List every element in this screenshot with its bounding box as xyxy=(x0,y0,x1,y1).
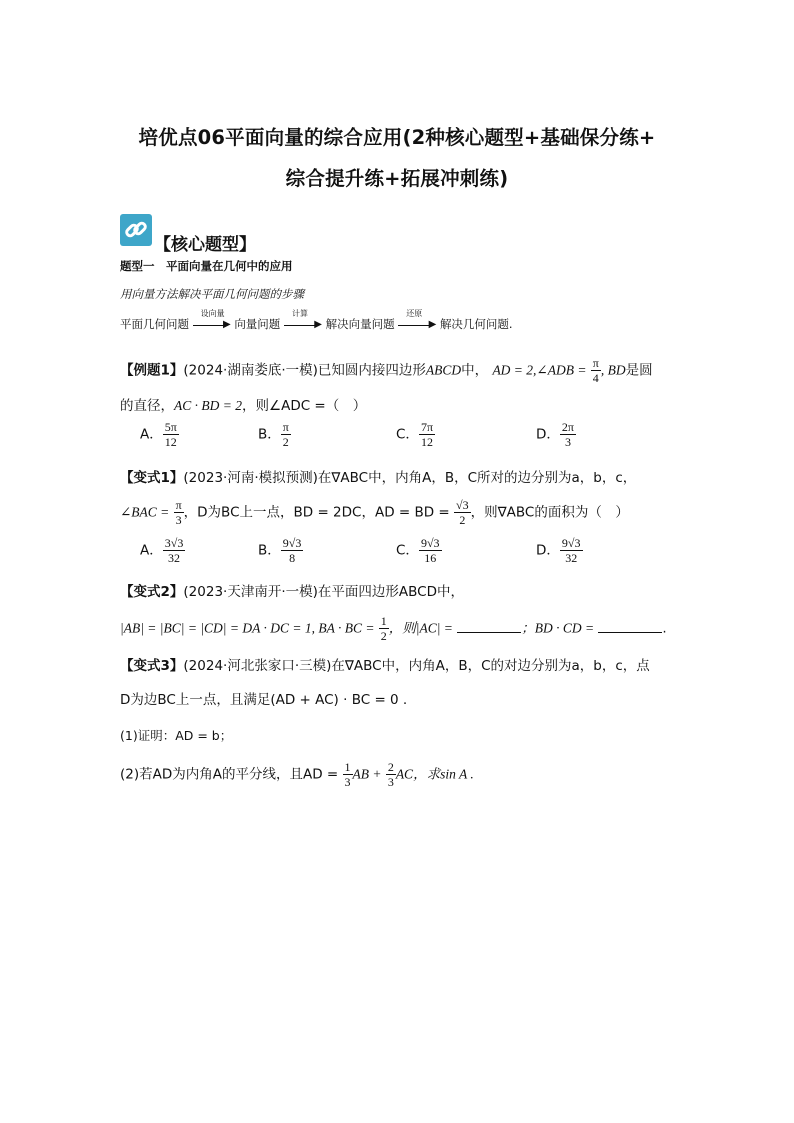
type-heading: 题型一 平面向量在几何中的应用 xyxy=(120,259,293,273)
step-flow xyxy=(120,308,513,332)
option-d: D． $\frac{9√3}{32}$ xyxy=(536,536,581,565)
option-c: C． $\frac{7\pi}{12}$ xyxy=(396,420,433,449)
variant-1-line2: ∠BAC = $\frac{\pi}{3}$ ，D为BC上一点，BD = 2DC，AD = BD = $\frac{√3}{2}$ ，则∇ABC的面积为（ ） xyxy=(120,498,629,527)
variant-3-q1: (1)证明：AD = b； xyxy=(120,728,233,743)
flow-step-3: 解决向量问题 xyxy=(325,317,395,331)
option-a: A． $\frac{5\pi}{12}$ xyxy=(140,420,177,449)
option-c: C． $\frac{9√3}{16}$ xyxy=(396,536,440,565)
variant-1-line1: 【变式1】(2023·河南·模拟预测)在∇ABC中，内角A，B，C所对的边分别为a，b，c， xyxy=(120,470,637,486)
flow-arrow-3: 还原 ▶ xyxy=(398,320,436,330)
chain-link-icon xyxy=(120,214,152,246)
flow-arrow-1: 设向量 ▶ xyxy=(193,320,231,330)
flow-step-2: 向量问题 xyxy=(234,317,281,331)
option-b: B． $\frac{\pi}{2}$ xyxy=(258,420,289,449)
answer-blank-1[interactable] xyxy=(457,620,521,633)
flow-step-1: 平面几何问题 xyxy=(120,317,189,331)
variant-3-line2: D为边BC上一点，且满足(AD + AC) · BC = 0 . xyxy=(120,692,408,708)
example-1-line2: 的直径，AC · BD = 2，则∠ADC =（ ） xyxy=(120,398,367,414)
example-1-line1: 【例题1】(2024·湖南娄底·一模)已知圆内接四边形ABCD中， AD = 2,∠ADB = $\frac{\pi}{4}$ , BD是圆 xyxy=(120,356,653,385)
option-d: D． $\frac{2\pi}{3}$ xyxy=(536,420,574,449)
option-a: A． $\frac{3√3}{32}$ xyxy=(140,536,184,565)
variant-2-line2: |AB| = |BC| = |CD| = DA · DC = 1, BA · BC = $\frac{1}{2}$ ，则|AC| = ；BD · CD = . xyxy=(120,614,667,643)
steps-intro: 用向量方法解决平面几何问题的步骤 xyxy=(120,287,304,301)
answer-blank-2[interactable] xyxy=(598,620,662,633)
section-header: 【核心题型】 xyxy=(154,235,256,255)
page-title: 培优点06平面向量的综合应用(2种核心题型+基础保分练+ xyxy=(138,126,656,149)
variant-3-q2: (2)若AD为内角A的平分线，且AD = $\frac{1}{3}$ AB + $\frac{2}{3}$ AC，求sin A . xyxy=(120,760,474,789)
variant-2-line1: 【变式2】(2023·天津南开·一模)在平面四边形ABCD中， xyxy=(120,584,464,600)
variant-3-line1: 【变式3】(2024·河北张家口·三模)在∇ABC中，内角A，B，C的对边分别为a，b，c，点 xyxy=(120,658,650,674)
option-b: B． $\frac{9√3}{8}$ xyxy=(258,536,302,565)
page-title-line2: 综合提升练+拓展冲刺练) xyxy=(285,167,509,190)
fraction-pi-4: $\frac{\pi}{4}$ xyxy=(592,356,599,385)
flow-arrow-2: 计算 ▶ xyxy=(284,320,322,330)
flow-step-4: 解决几何问题. xyxy=(439,317,513,331)
